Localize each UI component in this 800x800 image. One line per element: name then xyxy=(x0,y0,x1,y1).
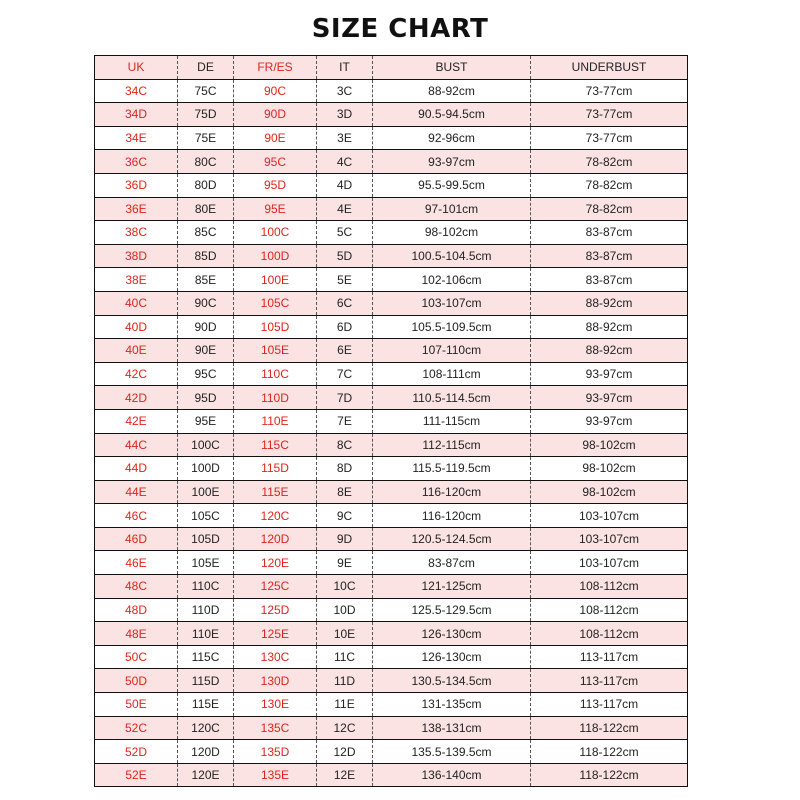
fr-es-cell: 120E xyxy=(234,551,317,575)
underbust-cell: 88-92cm xyxy=(531,339,688,363)
bust-cell: 116-120cm xyxy=(373,480,531,504)
table-row xyxy=(95,740,688,764)
bust-cell: 136-140cm xyxy=(373,763,531,787)
de-cell: 75C xyxy=(178,79,234,103)
fr-es-cell: 130C xyxy=(234,645,317,669)
it-cell: 5D xyxy=(317,244,373,268)
it-cell: 4D xyxy=(317,173,373,197)
fr-es-cell: 110C xyxy=(234,362,317,386)
de-cell: 115C xyxy=(178,645,234,669)
de-cell: 80C xyxy=(178,150,234,174)
bust-cell: 98-102cm xyxy=(373,221,531,245)
underbust-cell: 73-77cm xyxy=(531,103,688,127)
de-cell: 75E xyxy=(178,126,234,150)
table-row xyxy=(95,457,688,481)
de-cell: 75D xyxy=(178,103,234,127)
uk-cell: 52E xyxy=(95,763,178,787)
it-cell: 10E xyxy=(317,622,373,646)
bust-cell: 92-96cm xyxy=(373,126,531,150)
de-cell: 105C xyxy=(178,504,234,528)
it-cell: 6D xyxy=(317,315,373,339)
fr-es-cell: 90D xyxy=(234,103,317,127)
fr-es-cell: 130D xyxy=(234,669,317,693)
de-cell: 85C xyxy=(178,221,234,245)
it-cell: 6C xyxy=(317,291,373,315)
bust-cell: 108-111cm xyxy=(373,362,531,386)
bust-cell: 93-97cm xyxy=(373,150,531,174)
it-cell: 5E xyxy=(317,268,373,292)
bust-cell: 120.5-124.5cm xyxy=(373,527,531,551)
table-row xyxy=(95,645,688,669)
table-row xyxy=(95,575,688,599)
uk-cell: 52C xyxy=(95,716,178,740)
table-row xyxy=(95,409,688,433)
de-cell: 110D xyxy=(178,598,234,622)
uk-cell: 46C xyxy=(95,504,178,528)
fr-es-cell: 115E xyxy=(234,480,317,504)
uk-cell: 36C xyxy=(95,150,178,174)
de-cell: 120E xyxy=(178,763,234,787)
underbust-cell: 113-117cm xyxy=(531,645,688,669)
underbust-cell: 73-77cm xyxy=(531,79,688,103)
it-cell: 8D xyxy=(317,457,373,481)
table-row xyxy=(95,362,688,386)
uk-cell: 46D xyxy=(95,527,178,551)
table-row xyxy=(95,716,688,740)
uk-cell: 38C xyxy=(95,221,178,245)
uk-cell: 50D xyxy=(95,669,178,693)
bust-cell: 83-87cm xyxy=(373,551,531,575)
it-cell: 3C xyxy=(317,79,373,103)
underbust-cell: 93-97cm xyxy=(531,386,688,410)
table-row xyxy=(95,622,688,646)
de-cell: 110E xyxy=(178,622,234,646)
bust-cell: 112-115cm xyxy=(373,433,531,457)
underbust-cell: 108-112cm xyxy=(531,598,688,622)
uk-cell: 50C xyxy=(95,645,178,669)
underbust-cell: 78-82cm xyxy=(531,150,688,174)
fr-es-cell: 100D xyxy=(234,244,317,268)
it-cell: 12E xyxy=(317,763,373,787)
column-header-de: DE xyxy=(178,56,234,80)
uk-cell: 36E xyxy=(95,197,178,221)
fr-es-cell: 95E xyxy=(234,197,317,221)
it-cell: 10C xyxy=(317,575,373,599)
table-row xyxy=(95,315,688,339)
de-cell: 105E xyxy=(178,551,234,575)
bust-cell: 103-107cm xyxy=(373,291,531,315)
it-cell: 3E xyxy=(317,126,373,150)
it-cell: 12D xyxy=(317,740,373,764)
fr-es-cell: 115D xyxy=(234,457,317,481)
it-cell: 4E xyxy=(317,197,373,221)
it-cell: 7D xyxy=(317,386,373,410)
underbust-cell: 118-122cm xyxy=(531,740,688,764)
underbust-cell: 98-102cm xyxy=(531,480,688,504)
it-cell: 9E xyxy=(317,551,373,575)
fr-es-cell: 95D xyxy=(234,173,317,197)
underbust-cell: 103-107cm xyxy=(531,527,688,551)
fr-es-cell: 105D xyxy=(234,315,317,339)
table-row xyxy=(95,221,688,245)
it-cell: 11D xyxy=(317,669,373,693)
bust-cell: 111-115cm xyxy=(373,409,531,433)
bust-cell: 88-92cm xyxy=(373,79,531,103)
underbust-cell: 98-102cm xyxy=(531,457,688,481)
de-cell: 120C xyxy=(178,716,234,740)
uk-cell: 48C xyxy=(95,575,178,599)
fr-es-cell: 90E xyxy=(234,126,317,150)
it-cell: 8C xyxy=(317,433,373,457)
table-row xyxy=(95,244,688,268)
uk-cell: 52D xyxy=(95,740,178,764)
fr-es-cell: 105E xyxy=(234,339,317,363)
uk-cell: 38E xyxy=(95,268,178,292)
underbust-cell: 103-107cm xyxy=(531,504,688,528)
underbust-cell: 93-97cm xyxy=(531,362,688,386)
underbust-cell: 88-92cm xyxy=(531,291,688,315)
uk-cell: 44E xyxy=(95,480,178,504)
bust-cell: 135.5-139.5cm xyxy=(373,740,531,764)
it-cell: 9D xyxy=(317,527,373,551)
column-header-bust: BUST xyxy=(373,56,531,80)
it-cell: 12C xyxy=(317,716,373,740)
table-row xyxy=(95,339,688,363)
bust-cell: 97-101cm xyxy=(373,197,531,221)
bust-cell: 110.5-114.5cm xyxy=(373,386,531,410)
uk-cell: 44C xyxy=(95,433,178,457)
underbust-cell: 78-82cm xyxy=(531,197,688,221)
de-cell: 95D xyxy=(178,386,234,410)
table-row xyxy=(95,386,688,410)
underbust-cell: 113-117cm xyxy=(531,693,688,717)
it-cell: 9C xyxy=(317,504,373,528)
fr-es-cell: 120D xyxy=(234,527,317,551)
uk-cell: 34C xyxy=(95,79,178,103)
table-row xyxy=(95,433,688,457)
table-row xyxy=(95,480,688,504)
de-cell: 115E xyxy=(178,693,234,717)
de-cell: 115D xyxy=(178,669,234,693)
underbust-cell: 108-112cm xyxy=(531,622,688,646)
size-chart-table xyxy=(94,55,688,787)
fr-es-cell: 130E xyxy=(234,693,317,717)
fr-es-cell: 110D xyxy=(234,386,317,410)
underbust-cell: 98-102cm xyxy=(531,433,688,457)
de-cell: 95E xyxy=(178,409,234,433)
fr-es-cell: 125D xyxy=(234,598,317,622)
column-header-fr-es: FR/ES xyxy=(234,56,317,80)
uk-cell: 48D xyxy=(95,598,178,622)
table-row xyxy=(95,268,688,292)
table-header-row xyxy=(95,56,688,80)
it-cell: 11C xyxy=(317,645,373,669)
underbust-cell: 113-117cm xyxy=(531,669,688,693)
it-cell: 5C xyxy=(317,221,373,245)
table-row xyxy=(95,551,688,575)
de-cell: 120D xyxy=(178,740,234,764)
it-cell: 4C xyxy=(317,150,373,174)
uk-cell: 38D xyxy=(95,244,178,268)
fr-es-cell: 100C xyxy=(234,221,317,245)
bust-cell: 107-110cm xyxy=(373,339,531,363)
uk-cell: 50E xyxy=(95,693,178,717)
uk-cell: 36D xyxy=(95,173,178,197)
de-cell: 85D xyxy=(178,244,234,268)
de-cell: 95C xyxy=(178,362,234,386)
bust-cell: 95.5-99.5cm xyxy=(373,173,531,197)
bust-cell: 125.5-129.5cm xyxy=(373,598,531,622)
fr-es-cell: 135E xyxy=(234,763,317,787)
table-row xyxy=(95,103,688,127)
bust-cell: 115.5-119.5cm xyxy=(373,457,531,481)
table-row xyxy=(95,126,688,150)
table-body xyxy=(95,79,688,787)
de-cell: 100D xyxy=(178,457,234,481)
table-row xyxy=(95,79,688,103)
de-cell: 100C xyxy=(178,433,234,457)
column-header-it: IT xyxy=(317,56,373,80)
it-cell: 7E xyxy=(317,409,373,433)
fr-es-cell: 100E xyxy=(234,268,317,292)
uk-cell: 34D xyxy=(95,103,178,127)
bust-cell: 105.5-109.5cm xyxy=(373,315,531,339)
column-header-underbust: UNDERBUST xyxy=(531,56,688,80)
uk-cell: 42E xyxy=(95,409,178,433)
bust-cell: 138-131cm xyxy=(373,716,531,740)
bust-cell: 90.5-94.5cm xyxy=(373,103,531,127)
table-row xyxy=(95,527,688,551)
de-cell: 85E xyxy=(178,268,234,292)
de-cell: 105D xyxy=(178,527,234,551)
underbust-cell: 83-87cm xyxy=(531,221,688,245)
underbust-cell: 108-112cm xyxy=(531,575,688,599)
fr-es-cell: 90C xyxy=(234,79,317,103)
de-cell: 80E xyxy=(178,197,234,221)
uk-cell: 40D xyxy=(95,315,178,339)
de-cell: 80D xyxy=(178,173,234,197)
column-header-uk: UK xyxy=(95,56,178,80)
underbust-cell: 103-107cm xyxy=(531,551,688,575)
table-row xyxy=(95,763,688,787)
uk-cell: 42C xyxy=(95,362,178,386)
bust-cell: 121-125cm xyxy=(373,575,531,599)
uk-cell: 40C xyxy=(95,291,178,315)
table-row xyxy=(95,504,688,528)
table-row xyxy=(95,197,688,221)
uk-cell: 44D xyxy=(95,457,178,481)
de-cell: 100E xyxy=(178,480,234,504)
bust-cell: 126-130cm xyxy=(373,622,531,646)
underbust-cell: 118-122cm xyxy=(531,716,688,740)
it-cell: 8E xyxy=(317,480,373,504)
underbust-cell: 93-97cm xyxy=(531,409,688,433)
fr-es-cell: 115C xyxy=(234,433,317,457)
underbust-cell: 83-87cm xyxy=(531,244,688,268)
underbust-cell: 83-87cm xyxy=(531,268,688,292)
fr-es-cell: 135D xyxy=(234,740,317,764)
uk-cell: 46E xyxy=(95,551,178,575)
bust-cell: 100.5-104.5cm xyxy=(373,244,531,268)
underbust-cell: 118-122cm xyxy=(531,763,688,787)
fr-es-cell: 105C xyxy=(234,291,317,315)
it-cell: 3D xyxy=(317,103,373,127)
it-cell: 11E xyxy=(317,693,373,717)
de-cell: 90C xyxy=(178,291,234,315)
bust-cell: 102-106cm xyxy=(373,268,531,292)
fr-es-cell: 120C xyxy=(234,504,317,528)
uk-cell: 40E xyxy=(95,339,178,363)
underbust-cell: 78-82cm xyxy=(531,173,688,197)
uk-cell: 48E xyxy=(95,622,178,646)
table-row xyxy=(95,150,688,174)
de-cell: 90D xyxy=(178,315,234,339)
table-row xyxy=(95,291,688,315)
bust-cell: 131-135cm xyxy=(373,693,531,717)
table-row xyxy=(95,693,688,717)
table-row xyxy=(95,173,688,197)
page-title: SIZE CHART xyxy=(311,14,489,44)
table-row xyxy=(95,598,688,622)
fr-es-cell: 135C xyxy=(234,716,317,740)
de-cell: 110C xyxy=(178,575,234,599)
it-cell: 6E xyxy=(317,339,373,363)
uk-cell: 34E xyxy=(95,126,178,150)
underbust-cell: 73-77cm xyxy=(531,126,688,150)
underbust-cell: 88-92cm xyxy=(531,315,688,339)
table-row xyxy=(95,669,688,693)
fr-es-cell: 125C xyxy=(234,575,317,599)
fr-es-cell: 95C xyxy=(234,150,317,174)
uk-cell: 42D xyxy=(95,386,178,410)
bust-cell: 130.5-134.5cm xyxy=(373,669,531,693)
fr-es-cell: 110E xyxy=(234,409,317,433)
de-cell: 90E xyxy=(178,339,234,363)
it-cell: 10D xyxy=(317,598,373,622)
bust-cell: 126-130cm xyxy=(373,645,531,669)
fr-es-cell: 125E xyxy=(234,622,317,646)
bust-cell: 116-120cm xyxy=(373,504,531,528)
it-cell: 7C xyxy=(317,362,373,386)
